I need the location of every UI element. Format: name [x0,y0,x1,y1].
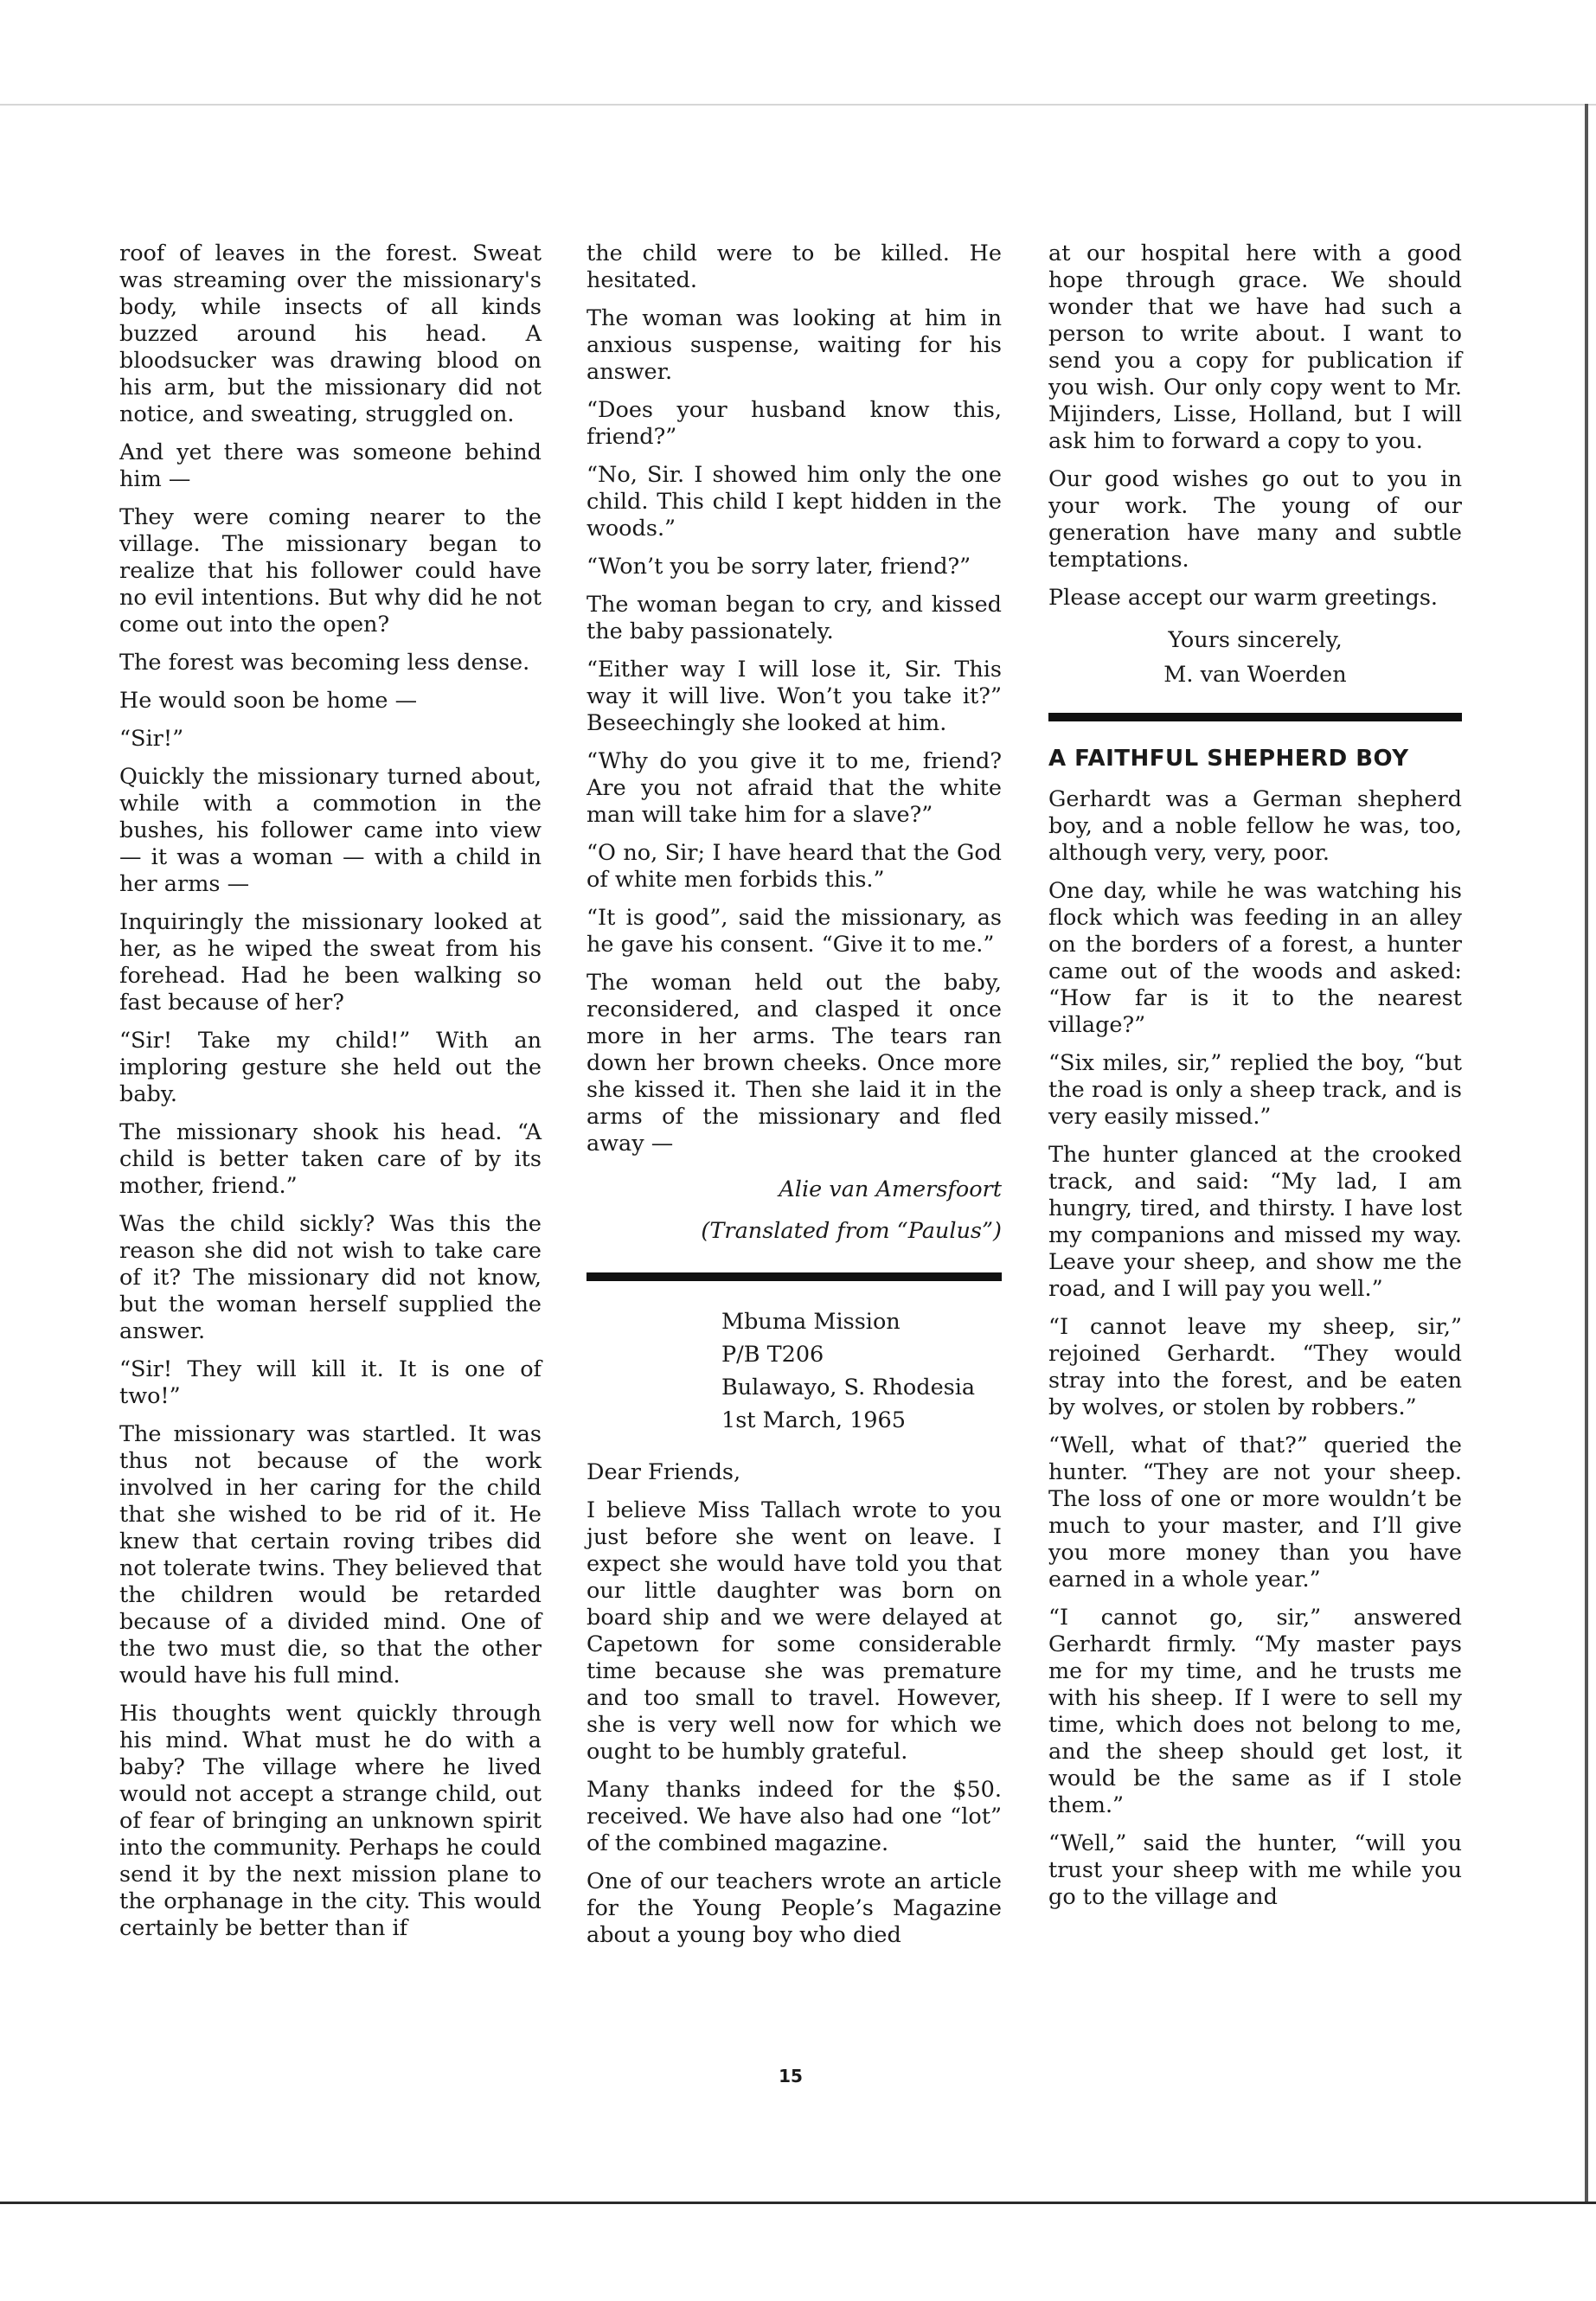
paragraph: Our good wishes go out to you in your work. The young of our generation have many and subtle temptations. [1048,466,1462,573]
paragraph: The woman held out the baby, reconsidered, and clasped it once more in her arms. The tears ran down her brown cheeks. Once more she kissed it. Then she laid it in the arms of the missionary and fled away — [586,970,1002,1157]
paragraph: “Either way I will lose it, Sir. This way it will live. Won’t you take it?” Beseechingly she looked at him. [586,657,1002,736]
paragraph: “No, Sir. I showed him only the one child. This child I kept hidden in the woods.” [586,462,1002,542]
address-line: Bulawayo, S. Rhodesia [721,1375,976,1400]
paragraph: They were coming nearer to the village. The missionary began to realize that his follower could have no evil intentions. But why did he not come out into the open? [119,504,542,638]
paragraph: The missionary shook his head. “A child is better taken care of by its mother, friend.” [119,1119,542,1199]
paragraph: “Sir! They will kill it. It is one of two!” [119,1356,542,1409]
column-3 [1048,240,1462,1922]
paragraph: “Does your husband know this, friend?” [586,397,1002,450]
section-divider [1048,713,1462,721]
paragraph: Many thanks indeed for the $50. received. We have also had one “lot” of the combined magazine. [586,1777,1002,1856]
paragraph: The missionary was startled. It was thus not because of the work involved in her caring for the child that she wished to be rid of it. He knew that certain roving tribes did not tolerate twins. They believed that the children would be retarded because of a divided mind. One of the two must die, so that the other would have his full mind. [119,1421,542,1689]
paragraph: the child were to be killed. He hesitated. [586,240,1002,293]
paragraph: “Why do you give it to me, friend? Are you not afraid that the white man will take him for a slave?” [586,748,1002,828]
letter-address [721,1305,1002,1437]
story-author-block [586,1169,1002,1252]
section-heading: A FAITHFUL SHEPHERD BOY [1048,746,1409,772]
paragraph: Was the child sickly? Was this the reason she did not wish to take care of it? The missionary did not know, but the woman herself supplied the answer. [119,1211,542,1344]
paragraph: I believe Miss Tallach wrote to you just before she went on leave. I expect she would have told you that our little daughter was born on board ship and we were delayed at Capetown for some considerable time because she was premature and too small to travel. However, she is very well now for which we ought to be humbly grateful. [586,1497,1002,1765]
column-2 [586,240,1002,1960]
letter-date: 1st March, 1965 [721,1407,906,1433]
paragraph: “O no, Sir; I have heard that the God of white men forbids this.” [586,840,1002,893]
paragraph: “I cannot go, sir,” answered Gerhardt firmly. “My master pays me for my time, and he trusts me with his sheep. If I were to sell my time, which does not belong to me, and the sheep should get lost, it would be the same as if I stole them.” [1048,1605,1462,1818]
paragraph: One of our teachers wrote an article for the Young People’s Magazine about a young boy who died [586,1868,1002,1948]
letter-greeting: Dear Friends, [586,1459,741,1485]
column-1 [119,240,542,1953]
paragraph: “I cannot leave my sheep, sir,” rejoined Gerhardt. “They would stray into the forest, and be eaten by wolves, or stolen by robbers.” [1048,1314,1462,1420]
letter-signature: M. van Woerden [1163,662,1347,688]
translation-note: (Translated from “Paulus”) [701,1218,1002,1244]
paragraph: “Won’t you be sorry later, friend?” [586,554,971,580]
paragraph: The hunter glanced at the crooked track, and said: “My lad, I am hungry, tired, and thirsty. I have lost my companions and missed my way. Leave your sheep, and show me the road, and I will pay you well.” [1048,1142,1462,1302]
paragraph: Quickly the missionary turned about, while with a commotion in the bushes, his follower came into view — it was a woman — with a child in her arms — [119,764,542,897]
paragraph: “Sir!” [119,726,184,752]
paragraph: Please accept our warm greetings. [1048,585,1439,611]
page-bottom-edge [0,2202,1596,2204]
paragraph: roof of leaves in the forest. Sweat was streaming over the missionary's body, while insects of all kinds buzzed around his head. A bloodsucker was drawing blood on his arm, but the missionary did not notice, and sweating, struggled on. [119,240,542,427]
section-divider [586,1272,1002,1281]
paragraph: “Six miles, sir,” replied the boy, “but the road is only a sheep track, and is very easily missed.” [1048,1050,1462,1130]
paragraph: Inquiringly the missionary looked at her, as he wiped the sweat from his forehead. Had he been walking so fast because of her? [119,909,542,1016]
address-line: P/B T206 [721,1342,824,1368]
paragraph: The woman began to cry, and kissed the baby passionately. [586,592,1002,644]
page-number: 15 [779,2066,803,2086]
paragraph: The woman was looking at him in anxious suspense, waiting for his answer. [586,305,1002,385]
paragraph: “Sir! Take my child!” With an imploring gesture she held out the baby. [119,1028,542,1107]
page-right-edge [1585,104,1588,2204]
paragraph: His thoughts went quickly through his mind. What must he do with a baby? The village where he lived would not accept a strange child, out of fear of bringing an unknown spirit into the community. Perhaps he could send it by the next mission plane to the orphanage in the city. This would certainly be better than if [119,1701,542,1941]
paragraph: Gerhardt was a German shepherd boy, and a noble fellow he was, too, although very, very, poor. [1048,786,1462,866]
page-top-edge [0,104,1596,106]
paragraph: at our hospital here with a good hope through grace. We should wonder that we have had such a person to write about. I want to send you a copy for publication if you wish. Our only copy went to Mr. Mijinders, Lisse, Holland, but I will ask him to forward a copy to you. [1048,240,1462,454]
letter-closing: Yours sincerely, [1168,627,1343,653]
paragraph: “Well, what of that?” queried the hunter. “They are not your sheep. The loss of one or more wouldn’t be much to your master, and I’ll give you more money than you have earned in a whole year.” [1048,1433,1462,1593]
address-line: Mbuma Mission [721,1309,901,1335]
paragraph: He would soon be home — [119,688,418,714]
paragraph: One day, while he was watching his flock which was feeding in an alley on the borders of a forest, a hunter came out of the woods and asked: “How far is it to the nearest village?” [1048,878,1462,1038]
paragraph: “It is good”, said the missionary, as he gave his consent. “Give it to me.” [586,905,1002,958]
paragraph: “Well,” said the hunter, “will you trust your sheep with me while you go to the village and [1048,1830,1462,1910]
paragraph: The forest was becoming less dense. [119,650,530,676]
story-author: Alie van Amersfoort [779,1176,1002,1202]
paragraph: And yet there was someone behind him — [119,439,542,492]
letter-closing-block [1048,623,1462,692]
